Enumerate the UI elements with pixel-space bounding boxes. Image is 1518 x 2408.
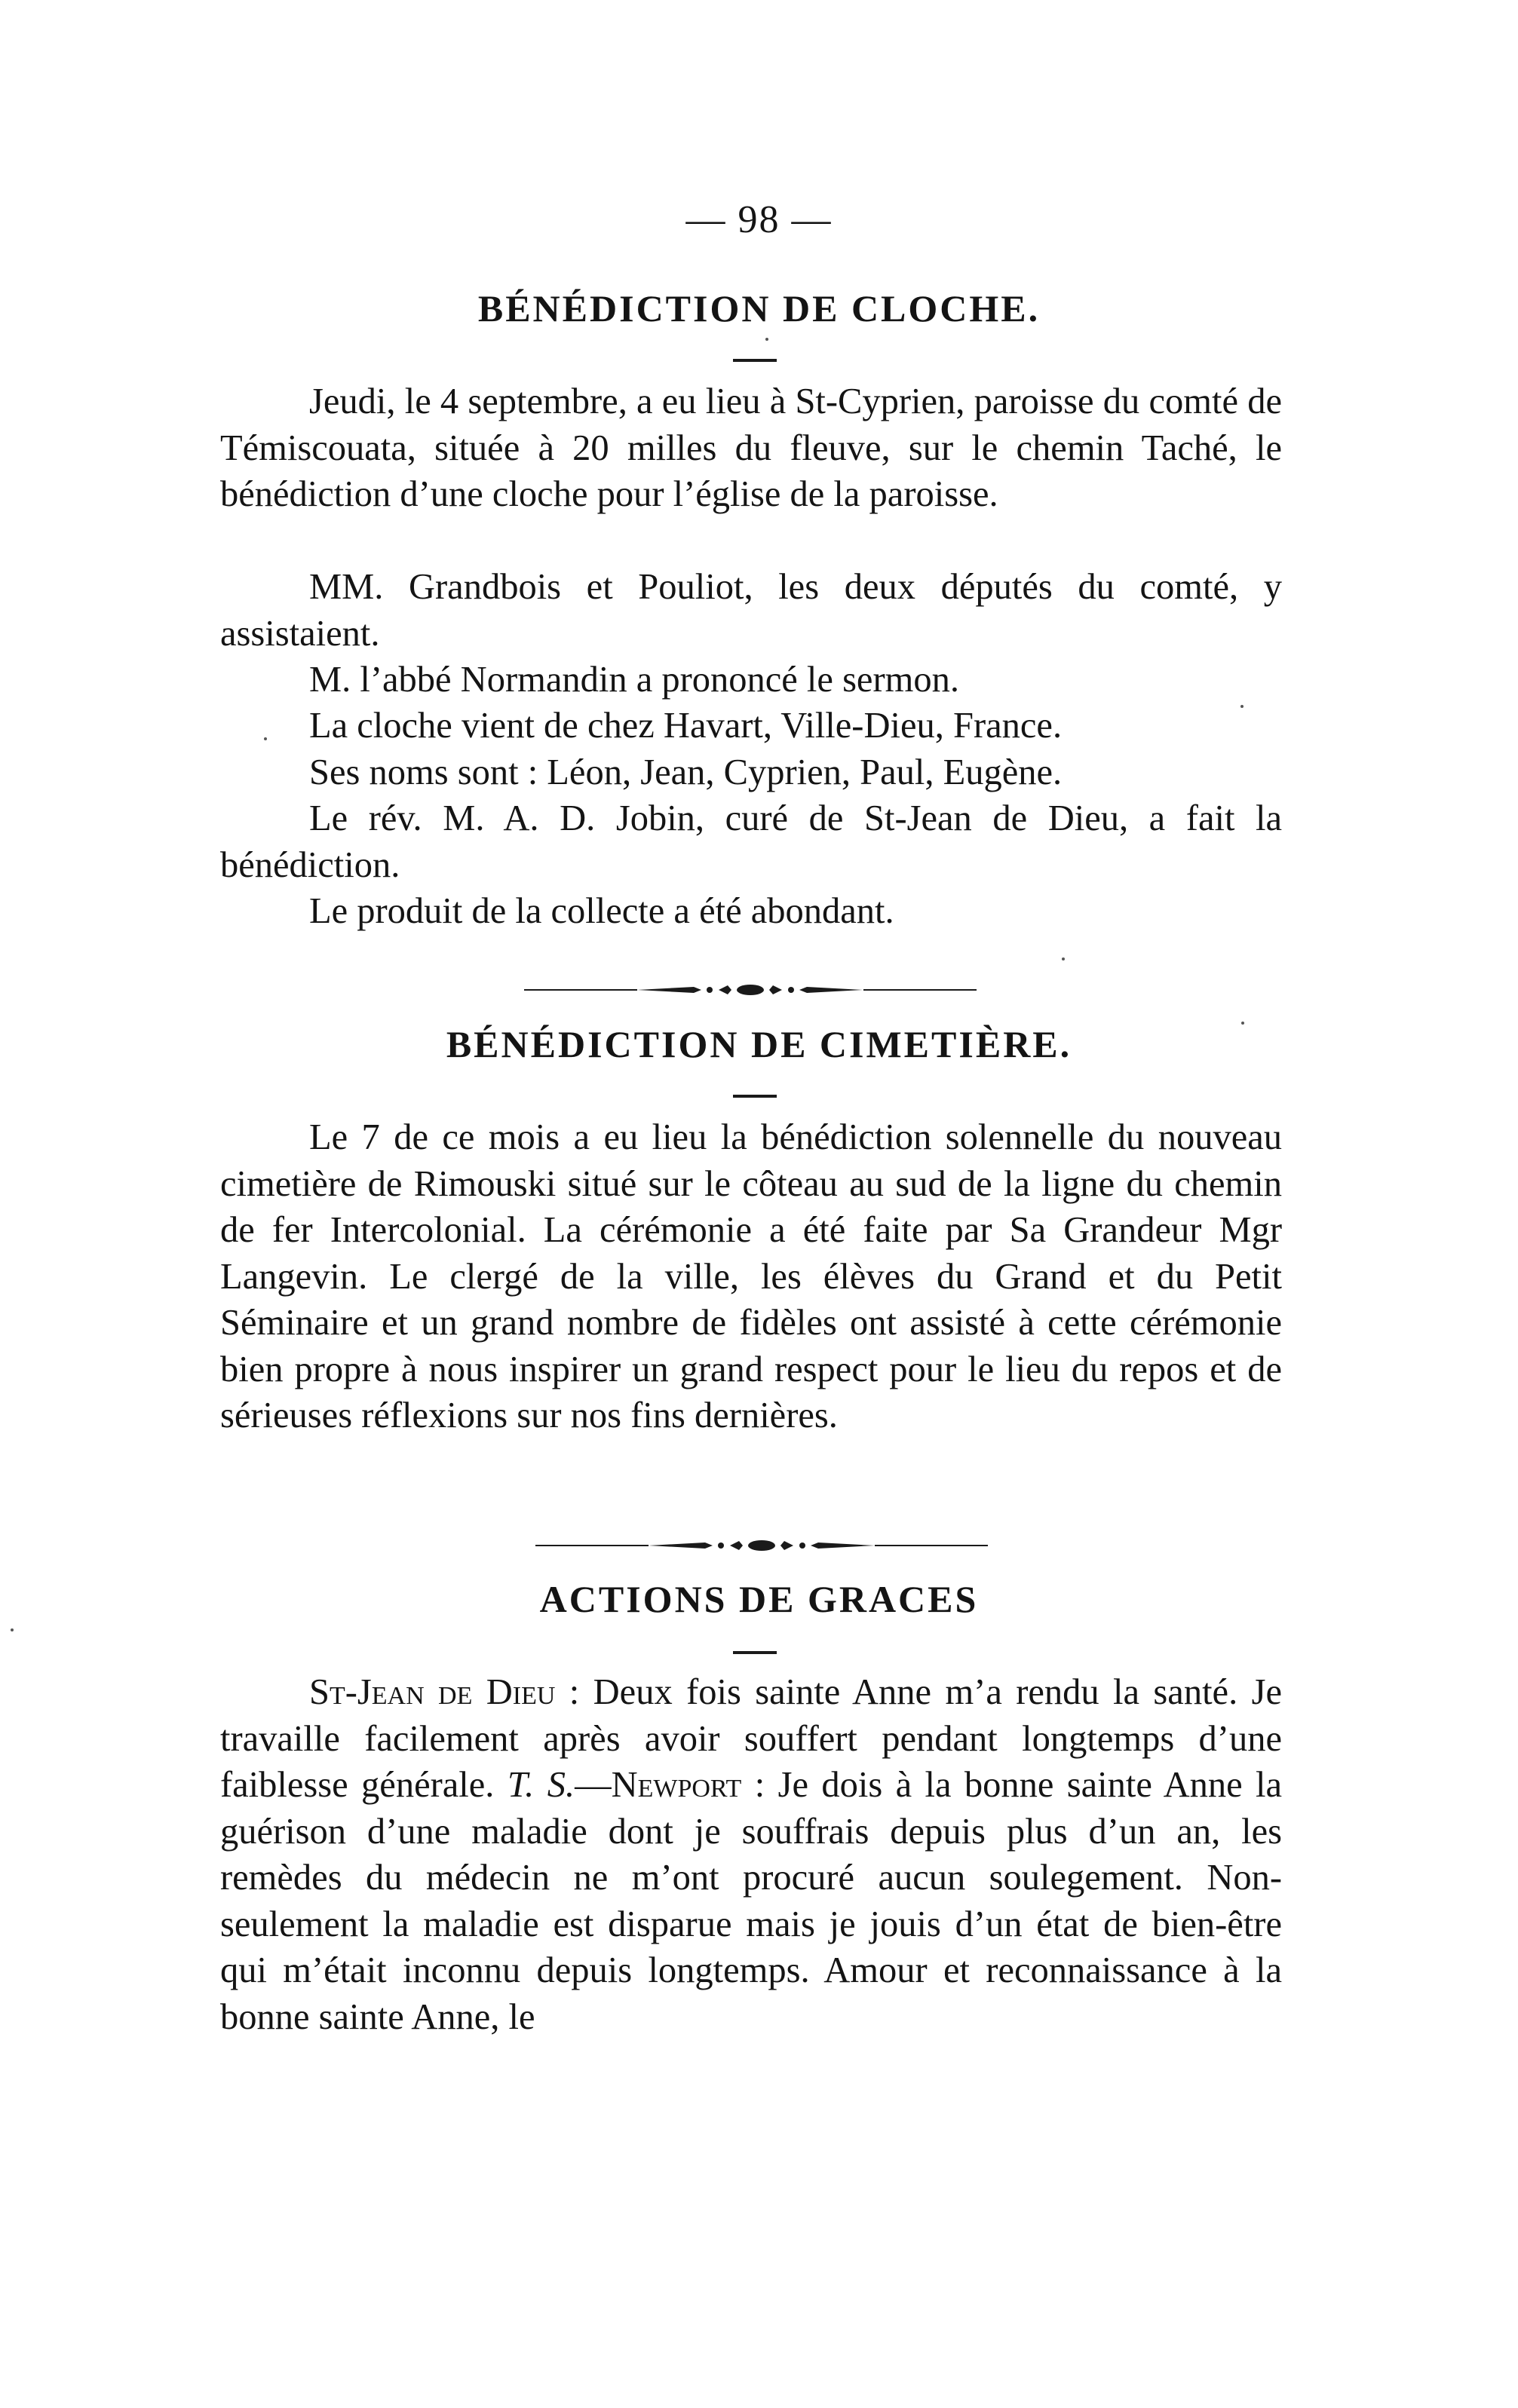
print-speck <box>1240 705 1244 708</box>
testimonial-text: Je dois à la bonne sainte Anne la guérison d’une maladie dont je souffrais depuis plus d’un an, les remèdes du médecin ne m’ont procuré aucun soulegement. Non-seulement la maladie est disparue mais je jouis d’un état de bien-être qui m’était inconnu depuis longtemps. Amour et reconnaissance à la bonne sainte Anne, le <box>220 1765 1283 2037</box>
paragraph: MM. Grandbois et Pouliot, les deux députés du comté, y assistaient. <box>220 567 1282 654</box>
print-speck <box>1241 1022 1244 1025</box>
testimonial-initials: T. S. <box>507 1765 575 1805</box>
testimonial-place: Newport : <box>611 1765 765 1805</box>
paragraph: M. l’abbé Normandin a prononcé le sermon. <box>309 660 959 700</box>
section-title-cloche: BÉNÉDICTION DE CLOCHE. <box>477 287 1041 329</box>
section-rule <box>733 1095 777 1098</box>
section-rule <box>733 1651 777 1654</box>
print-speck <box>1062 957 1065 960</box>
section-ornament <box>524 982 977 997</box>
paragraph: Le 7 de ce mois a eu lieu la bénédiction solennelle du nouveau cimetière de Rimouski situé sur le côteau au sud de la ligne du chemin de fer Intercolonial. La cérémonie a été faite par Sa Grandeur Mgr Langevin. Le clergé de la ville, les élèves du Grand et du Petit Séminaire et un grand nombre de fidèles ont assisté à cette cérémonie bien propre à nous inspirer un grand respect pour le lieu du repos et de sérieuses réflexions sur nos fins dernières. <box>220 1117 1282 1435</box>
print-speck <box>264 737 267 740</box>
testimonial-paragraph: St-Jean de Dieu : Deux fois sainte Anne m’a rendu la santé. Je travaille facilement après avoir souffert pendant longtemps d’une faiblesse générale. T. S.—Newport : Je dois à la bonne sainte Anne la guérison d’une maladie dont je souffrais depuis plus d’un an, les remèdes du médecin ne m’ont procuré aucun soulegement. Non-seulement la maladie est disparue mais je jouis d’un état de bien-être qui m’était inconnu depuis longtemps. Amour et reconnaissance à la bonne sainte Anne, le <box>220 1672 1283 2037</box>
paragraph: Ses noms sont : Léon, Jean, Cyprien, Paul, Eugène. <box>309 752 1063 792</box>
testimonial-text: Deux fois sainte Anne m’a rendu la santé. Je travaille facilement après avoir souffert pendant longtemps d’une faiblesse générale. <box>220 1672 1282 1805</box>
print-speck <box>11 1628 14 1631</box>
paragraph: La cloche vient de chez Havart, Ville-Dieu, France. <box>309 706 1063 746</box>
section-title-cimetiere: BÉNÉDICTION DE CIMETIÈRE. <box>446 1023 1072 1065</box>
print-speck <box>765 338 768 341</box>
section-ornament <box>535 1538 988 1553</box>
paragraph: Jeudi, le 4 septembre, a eu lieu à St-Cyprien, paroisse du comté de Témiscouata, située à 20 milles du fleuve, sur le chemin Taché, le bénédiction d’une cloche pour l’église de la paroisse. <box>220 381 1282 514</box>
page-number: — 98 — <box>685 198 833 241</box>
testimonial-place: St-Jean de Dieu : <box>309 1672 580 1712</box>
paragraph: Le produit de la collecte a été abondant. <box>309 891 894 931</box>
section-title-actions-de-graces: ACTIONS DE GRACES <box>539 1578 979 1620</box>
paragraph: Le rév. M. A. D. Jobin, curé de St-Jean de Dieu, a fait la bénédiction. <box>220 798 1282 885</box>
section-rule <box>733 359 777 362</box>
